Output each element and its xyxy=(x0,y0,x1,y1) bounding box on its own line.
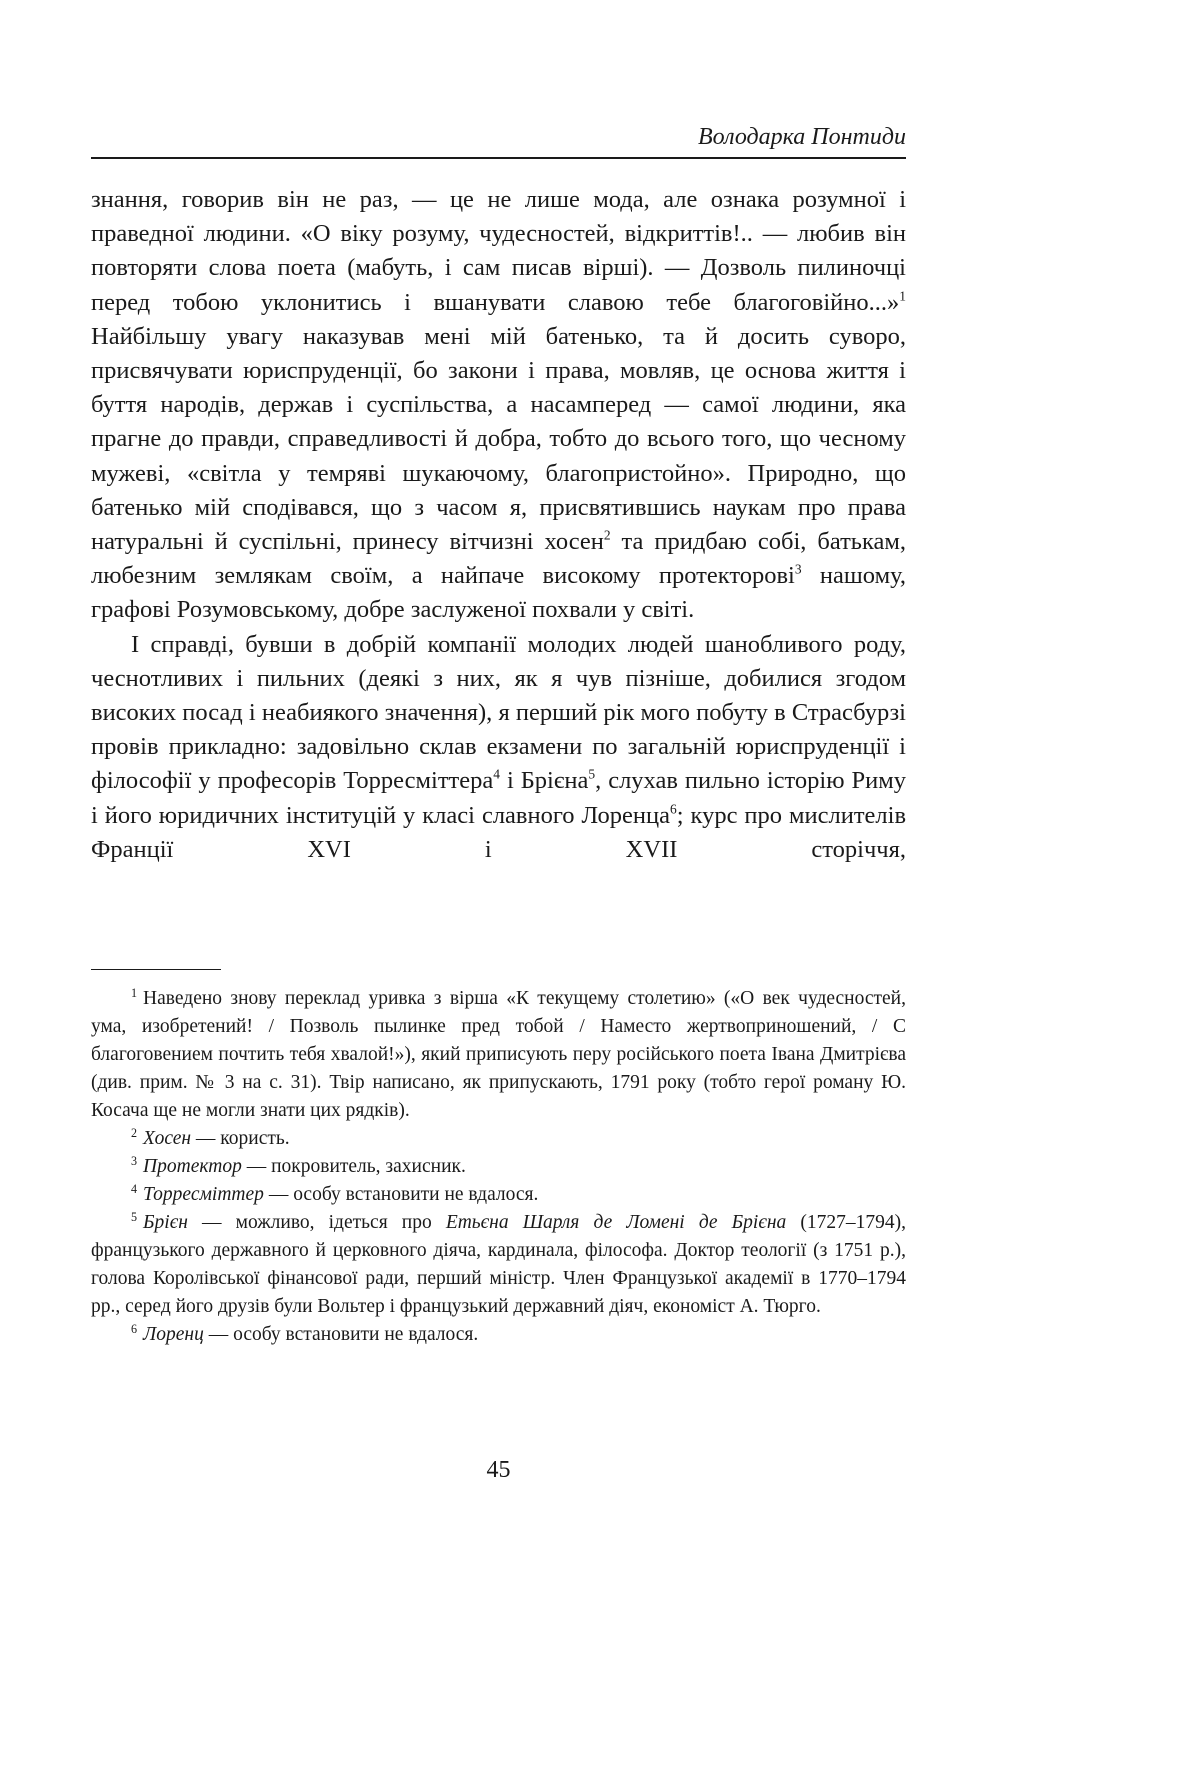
footnote-text: — покровитель, захисник. xyxy=(241,1156,466,1177)
footnote-term: Брієн xyxy=(143,1212,188,1233)
footnote-number: 5 xyxy=(131,1210,138,1225)
footnote-text: (1727–1794), французького державного й церковного діяча, кардинала, філософа. Доктор теології (з 1751 р.), голова Королівської фінансової ради, перший міністр. Член Французької академії в 1770–1794 рр., серед його друзів були Вольтер і французький державний діяч, економіст А. Тюрго. xyxy=(91,1212,906,1317)
footnote-text: — користь. xyxy=(191,1128,290,1149)
paragraph-1-text-b: Найбільшу увагу наказував мені мій батенько, та й досить суворо, присвячувати юриспруденції, бо закони і права, мовляв, це основа життя і буття народів, держав і суспільства, а насамперед — самої людини, яка прагне до правди, справедливості й добра, тобто до всього того, що чесному мужеві, «світла у темряві шукаючому, благопристойно». Природно, що батенько мій сподівався, що з часом я, присвятившись наукам про права натуральні й суспільні, принесу вітчизні хосен xyxy=(91,322,906,556)
footnote-term: Торресміттер xyxy=(143,1184,264,1205)
footnote-ref-4: 4 xyxy=(493,767,500,783)
paragraph-2-text-d: ; курс про мислителів Франції XVI і XVII сторіччя, xyxy=(91,801,907,863)
paragraph-1-text-d: нашому, графові Розумовському, добре заслуженої похвали у світі. xyxy=(91,562,906,624)
footnote-2 xyxy=(91,1125,906,1153)
footnote-number: 6 xyxy=(131,1322,138,1337)
header-rule xyxy=(91,157,906,159)
running-head: Володарка Понтиди xyxy=(698,124,906,150)
paragraph-1-text-c: та придбаю собі, батькам, любезним землякам своїм, а найпаче високому протекторові xyxy=(91,528,906,590)
footnote-number: 1 xyxy=(131,986,138,1001)
main-text xyxy=(91,183,906,867)
footnote-number: 2 xyxy=(131,1126,138,1141)
footnote-text: — особу встановити не вдалося. xyxy=(263,1184,539,1205)
page-number: 45 xyxy=(486,1457,511,1483)
footnote-1 xyxy=(91,985,906,1125)
paragraph-1 xyxy=(91,183,906,628)
footnote-text: — можливо, ідеться про xyxy=(187,1212,446,1233)
footnote-4 xyxy=(91,1181,906,1209)
footnote-number: 3 xyxy=(131,1154,138,1169)
footnote-term: Хосен xyxy=(143,1128,192,1149)
footnote-text: — особу встановити не вдалося. xyxy=(203,1324,479,1345)
footnote-term: Лоренц xyxy=(143,1324,204,1345)
footnote-3 xyxy=(91,1153,906,1181)
paragraph-2-text-b: і Брієна xyxy=(499,767,589,795)
footnote-6 xyxy=(91,1321,906,1349)
paragraph-2-text-c: , слухав пильно історію Риму і його юридичних інституцій у класі славного Лоренца xyxy=(91,767,906,829)
footnote-ref-5: 5 xyxy=(588,767,596,783)
footnote-rule xyxy=(91,969,221,970)
footnotes xyxy=(91,985,906,1349)
footnote-ref-6: 6 xyxy=(670,801,677,817)
footnote-number: 4 xyxy=(131,1182,138,1197)
footnote-5 xyxy=(91,1209,906,1321)
footnote-person-name: Етьєна Шарля де Ломені де Брієна xyxy=(445,1212,787,1233)
paragraph-1-text-a: знання, говорив він не раз, — це не лише мода, але ознака розумної і праведної людини. «О віку розуму, чудесностей, відкриттів!.. — любив він повторяти слова поета (мабуть, і сам писав вірші). — Дозволь пилиночці перед тобою уклонитись і вшанувати славою тебе благоговійно...» xyxy=(91,186,906,316)
paragraph-2 xyxy=(91,628,906,867)
footnote-term: Протектор xyxy=(143,1156,242,1177)
footnote-text: Наведено знову переклад уривка з вірша «К текущему столетию» («О век чудесностей, ума, изобретений! / Позволь пылинке пред тобой / Наместо жертвоприношений, / С благоговением почтить тебя хвалой!»), який приписують перу російського поета Івана Дмитрієва (див. прим. № 3 на с. 31). Твір написано, як припускають, 1791 року (тобто герої роману Ю. Косача ще не могли знати цих рядків). xyxy=(91,988,906,1121)
footnote-ref-1: 1 xyxy=(899,288,906,304)
footnote-ref-2: 2 xyxy=(603,527,611,543)
paragraph-2-text-a: І справді, бувши в добрій компанії молодих людей шанобливого роду, чеснотливих і пильних (деякі з них, як я чув пізніше, добилися згодом високих посад і неабиякого значення), я перший рік мого побуту в Страсбурзі провів прикладно: задовільно склав екзамени по загальній юриспруденції і філософії у професорів Торресміттера xyxy=(91,630,906,795)
footnote-ref-3: 3 xyxy=(794,561,802,577)
